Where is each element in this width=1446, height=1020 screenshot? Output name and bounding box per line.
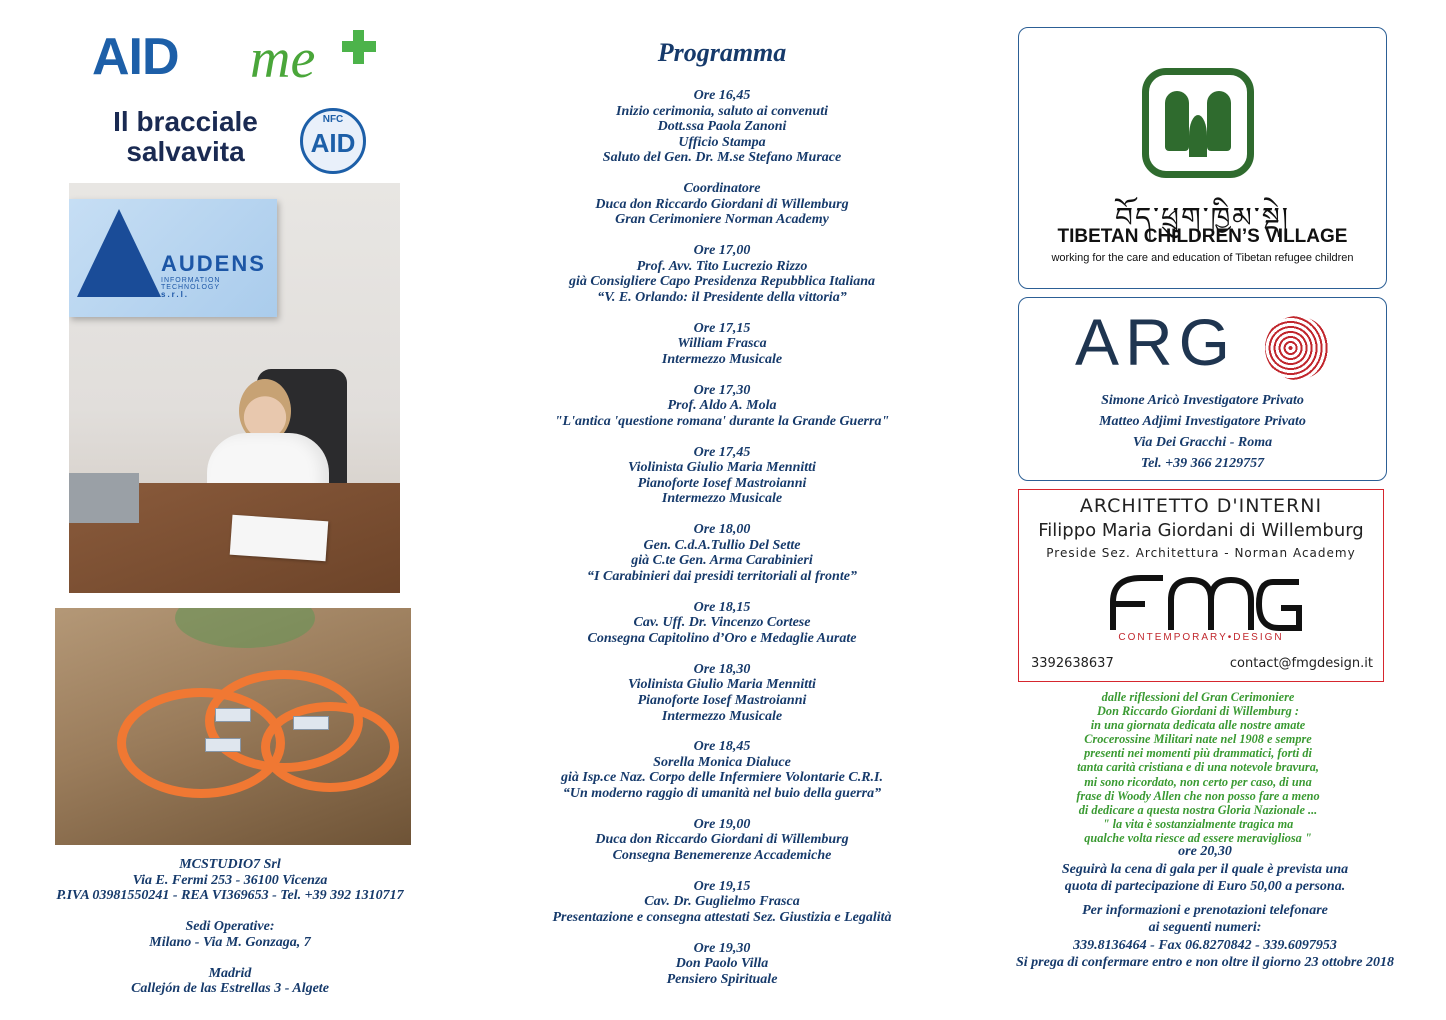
- program-line: Prof. Aldo A. Mola: [667, 398, 777, 414]
- tagline-line-1: Il bracciale: [113, 106, 258, 137]
- program-line: Gran Cerimoniere Norman Academy: [615, 212, 829, 228]
- aidme-tagline: [98, 107, 273, 167]
- program-time: Ore 18,30: [693, 661, 751, 677]
- argo-line-1: Simone Aricò Investigatore Privato: [1101, 393, 1304, 408]
- program-time: Coordinatore: [683, 181, 761, 197]
- program-block: [462, 383, 982, 430]
- program-time: Ore 17,45: [693, 444, 751, 460]
- program-block: [462, 445, 982, 507]
- program-line: Sorella Monica Dialuce: [653, 754, 791, 770]
- program-line: “V. E. Orlando: il Presidente della vittoria”: [597, 289, 847, 305]
- reflection-line: di dedicare a questa nostra Gloria Nazionale ...: [1078, 802, 1318, 817]
- program-line: già C.te Gen. Arma Carabinieri: [631, 553, 813, 569]
- program-block: [462, 522, 982, 584]
- program-line: Ufficio Stampa: [678, 134, 766, 150]
- argo-line-4: Tel. +39 366 2129757: [1140, 456, 1265, 471]
- program-line: già Consigliere Capo Presidenza Repubblica Italiana: [568, 274, 876, 290]
- dinner-info-1: Per informazioni e prenotazioni telefonare: [1082, 902, 1328, 918]
- nfc-badge-icon: [300, 108, 366, 174]
- company-madrid-address: Callejón de las Estrellas 3 - Algete: [131, 981, 329, 996]
- reflection-line: Don Riccardo Giordani di Willemburg :: [1097, 704, 1299, 719]
- program-line: Inizio cerimonia, saluto ai convenuti: [616, 103, 828, 119]
- company-address: Via E. Fermi 253 - 36100 Vicenza: [132, 872, 328, 888]
- tcv-tibetan-script: བོད་ཕྲུག་ཁྱིམ་སྡེ།: [1115, 201, 1290, 234]
- program-line: Gen. C.d.A.Tullio Del Sette: [643, 537, 801, 553]
- bracelet-tag: [205, 738, 241, 752]
- program-time: Ore 17,30: [693, 382, 751, 398]
- dinner-numbers: 339.8136464 - Fax 06.8270842 - 339.6097953: [1073, 937, 1337, 953]
- argo-card: [1018, 297, 1387, 481]
- program-line: Intermezzo Musicale: [661, 491, 783, 507]
- program-line: già Isp.ce Naz. Corpo delle Infermiere Volontarie C.R.I.: [560, 770, 883, 786]
- tcv-card: [1018, 27, 1387, 289]
- program-time: Ore 17,00: [693, 243, 751, 259]
- reflection-line: tanta carità cristiana e di una notevole bravura,: [1077, 760, 1319, 775]
- audens-subtitle: INFORMATION TECHNOLOGY: [161, 277, 221, 291]
- program-line: Pianoforte Iosef Mastroianni: [637, 692, 807, 708]
- program-block: [462, 321, 982, 368]
- program-time: Ore 16,45: [693, 88, 751, 103]
- program-time: Ore 19,30: [693, 940, 751, 956]
- program-block: [462, 739, 982, 801]
- program-line: Cav. Dr. Guglielmo Frasca: [644, 894, 800, 910]
- program-line: Dott.ssa Paola Zanoni: [657, 119, 787, 135]
- program-line: Prof. Avv. Tito Lucrezio Rizzo: [636, 258, 808, 274]
- program-block: [462, 181, 982, 228]
- program-time: Ore 18,00: [693, 522, 751, 538]
- desk-paper: [230, 515, 329, 562]
- tcv-subtitle: working for the care and education of Tibetan refugee children: [1051, 252, 1354, 264]
- program-line: Duca don Riccardo Giordani di Willemburg: [595, 196, 849, 212]
- fmg-name: Filippo Maria Giordani di Willemburg: [1038, 520, 1364, 541]
- argo-line-2: Matteo Adjimi Investigatore Privato: [1099, 414, 1306, 429]
- argo-logo-text: ARG: [1075, 305, 1237, 379]
- reflection-line: qualche volta riesce ad essere meravigliosa ": [1084, 830, 1312, 845]
- program-line: Intermezzo Musicale: [661, 351, 783, 367]
- audens-name-text: AUDENS: [161, 251, 266, 276]
- dinner-line-2: quota di partecipazione di Euro 50,00 a persona.: [1064, 879, 1346, 894]
- dinner-line-1: Seguirà la cena di gala per il quale è prevista una: [1061, 861, 1349, 877]
- company-info: [30, 857, 430, 997]
- program-list: [462, 88, 982, 1003]
- program-line: Presentazione e consegna attestati Sez. Giustizia e Legalità: [552, 910, 892, 925]
- plus-icon: [339, 28, 379, 68]
- tagline-line-2: salvavita: [126, 136, 245, 167]
- program-block: [462, 88, 982, 166]
- audens-sign: [69, 199, 277, 317]
- argo-details: [1019, 390, 1386, 474]
- program-time: Ore 17,15: [693, 320, 751, 336]
- company-offices-label: Sedi Operative:: [185, 919, 275, 934]
- office-photo: [69, 183, 400, 593]
- tcv-emblem-icon: [1142, 68, 1254, 178]
- audens-suffix: s.r.l.: [161, 290, 190, 299]
- me-brand-text: me: [250, 28, 316, 90]
- fmg-card: [1018, 489, 1384, 682]
- fmg-logo-icon: [1105, 572, 1305, 632]
- program-line: Violinista Giulio Maria Mennitti: [628, 677, 816, 693]
- laptop-icon: [69, 473, 139, 523]
- fingerprint-icon: [1265, 316, 1329, 380]
- program-line: Pensiero Spirituale: [666, 971, 778, 987]
- reflection-line: presenti nei momenti più drammatici, forti di: [1084, 746, 1312, 761]
- program-line: Duca don Riccardo Giordani di Willemburg: [595, 832, 849, 848]
- program-line: William Frasca: [677, 336, 767, 352]
- program-line: Pianoforte Iosef Mastroianni: [637, 475, 807, 491]
- program-line: “Un moderno raggio di umanità nel buio della guerra”: [562, 786, 882, 802]
- fmg-role: Preside Sez. Architettura - Norman Academy: [1046, 546, 1356, 560]
- program-line: Violinista Giulio Maria Mennitti: [628, 460, 816, 476]
- company-milano: Milano - Via M. Gonzaga, 7: [149, 934, 311, 950]
- dinner-confirm: Si prega di confermare entro e non oltre il giorno 23 ottobre 2018: [1015, 955, 1394, 970]
- reflection-line: mi sono ricordato, non certo per caso, di una: [1084, 774, 1312, 789]
- program-title: Programma: [657, 38, 787, 67]
- bracelet-photo: [55, 608, 411, 845]
- reflection-line: " la vita è sostanzialmente tragica ma: [1102, 816, 1294, 831]
- reflection-line: dalle riflessioni del Gran Cerimoniere: [1101, 690, 1295, 704]
- audens-pyramid-icon: [77, 209, 161, 297]
- dinner-info: [990, 843, 1420, 972]
- reflection-line: in una giornata dedicata alle nostre amate: [1090, 718, 1306, 733]
- bracelet-band-3: [261, 702, 399, 792]
- aid-brand-text: AID: [92, 28, 179, 86]
- bracelet-tag: [293, 716, 329, 730]
- company-name: MCSTUDIO7 Srl: [179, 857, 281, 872]
- fmg-email[interactable]: contact@fmgdesign.it: [1229, 656, 1373, 671]
- program-line: Saluto del Gen. Dr. M.se Stefano Murace: [602, 150, 842, 166]
- company-vat: P.IVA 03981550241 - REA VI369653 - Tel. +39 392 1310717: [56, 888, 404, 903]
- reflection-line: Crocerossine Militari nate nel 1908 e sempre: [1084, 732, 1312, 747]
- program-line: Don Paolo Villa: [675, 956, 769, 972]
- program-block: [462, 941, 982, 988]
- fmg-phone: 3392638637: [1031, 656, 1114, 671]
- program-time: Ore 18,45: [693, 739, 751, 755]
- program-line: “I Carabinieri dai presidi territoriali al fronte”: [587, 568, 857, 584]
- program-block: [462, 879, 982, 926]
- program-line: Consegna Capitolino d’Oro e Medaglie Aurate: [587, 630, 857, 646]
- program-line: Consegna Benemerenze Accademiche: [612, 848, 832, 864]
- nfc-label: NFC: [322, 114, 344, 125]
- program-time: Ore 18,15: [693, 599, 751, 615]
- program-line: Intermezzo Musicale: [661, 708, 783, 724]
- reflection-line: frase di Woody Allen che non posso fare a meno: [1076, 788, 1320, 803]
- program-block: [462, 243, 982, 305]
- nfc-aid-label: AID: [310, 128, 356, 158]
- fmg-title: ARCHITETTO D'INTERNI: [1079, 495, 1323, 517]
- fmg-design-label: CONTEMPORARY•DESIGN: [1118, 632, 1284, 643]
- argo-line-3: Via Dei Gracchi - Roma: [1132, 435, 1273, 450]
- bracelet-tag: [215, 708, 251, 722]
- dinner-info-2: ai seguenti numeri:: [1148, 920, 1262, 935]
- program-block: [462, 662, 982, 724]
- tcv-name: TIBETAN CHILDREN’S VILLAGE: [1057, 226, 1348, 247]
- reflection-text: [1020, 690, 1376, 845]
- program-line: "L'antica 'questione romana' durante la Grande Guerra": [554, 413, 890, 429]
- program-time: Ore 19,15: [693, 878, 751, 894]
- program-block: [462, 817, 982, 864]
- program-time: Ore 19,00: [693, 816, 751, 832]
- company-madrid-label: Madrid: [208, 965, 252, 981]
- dinner-time: ore 20,30: [1178, 844, 1232, 859]
- aidme-logo: [92, 22, 392, 172]
- program-line: Cav. Uff. Dr. Vincenzo Cortese: [633, 615, 811, 631]
- program-block: [462, 600, 982, 647]
- leaf-decoration: [175, 608, 315, 648]
